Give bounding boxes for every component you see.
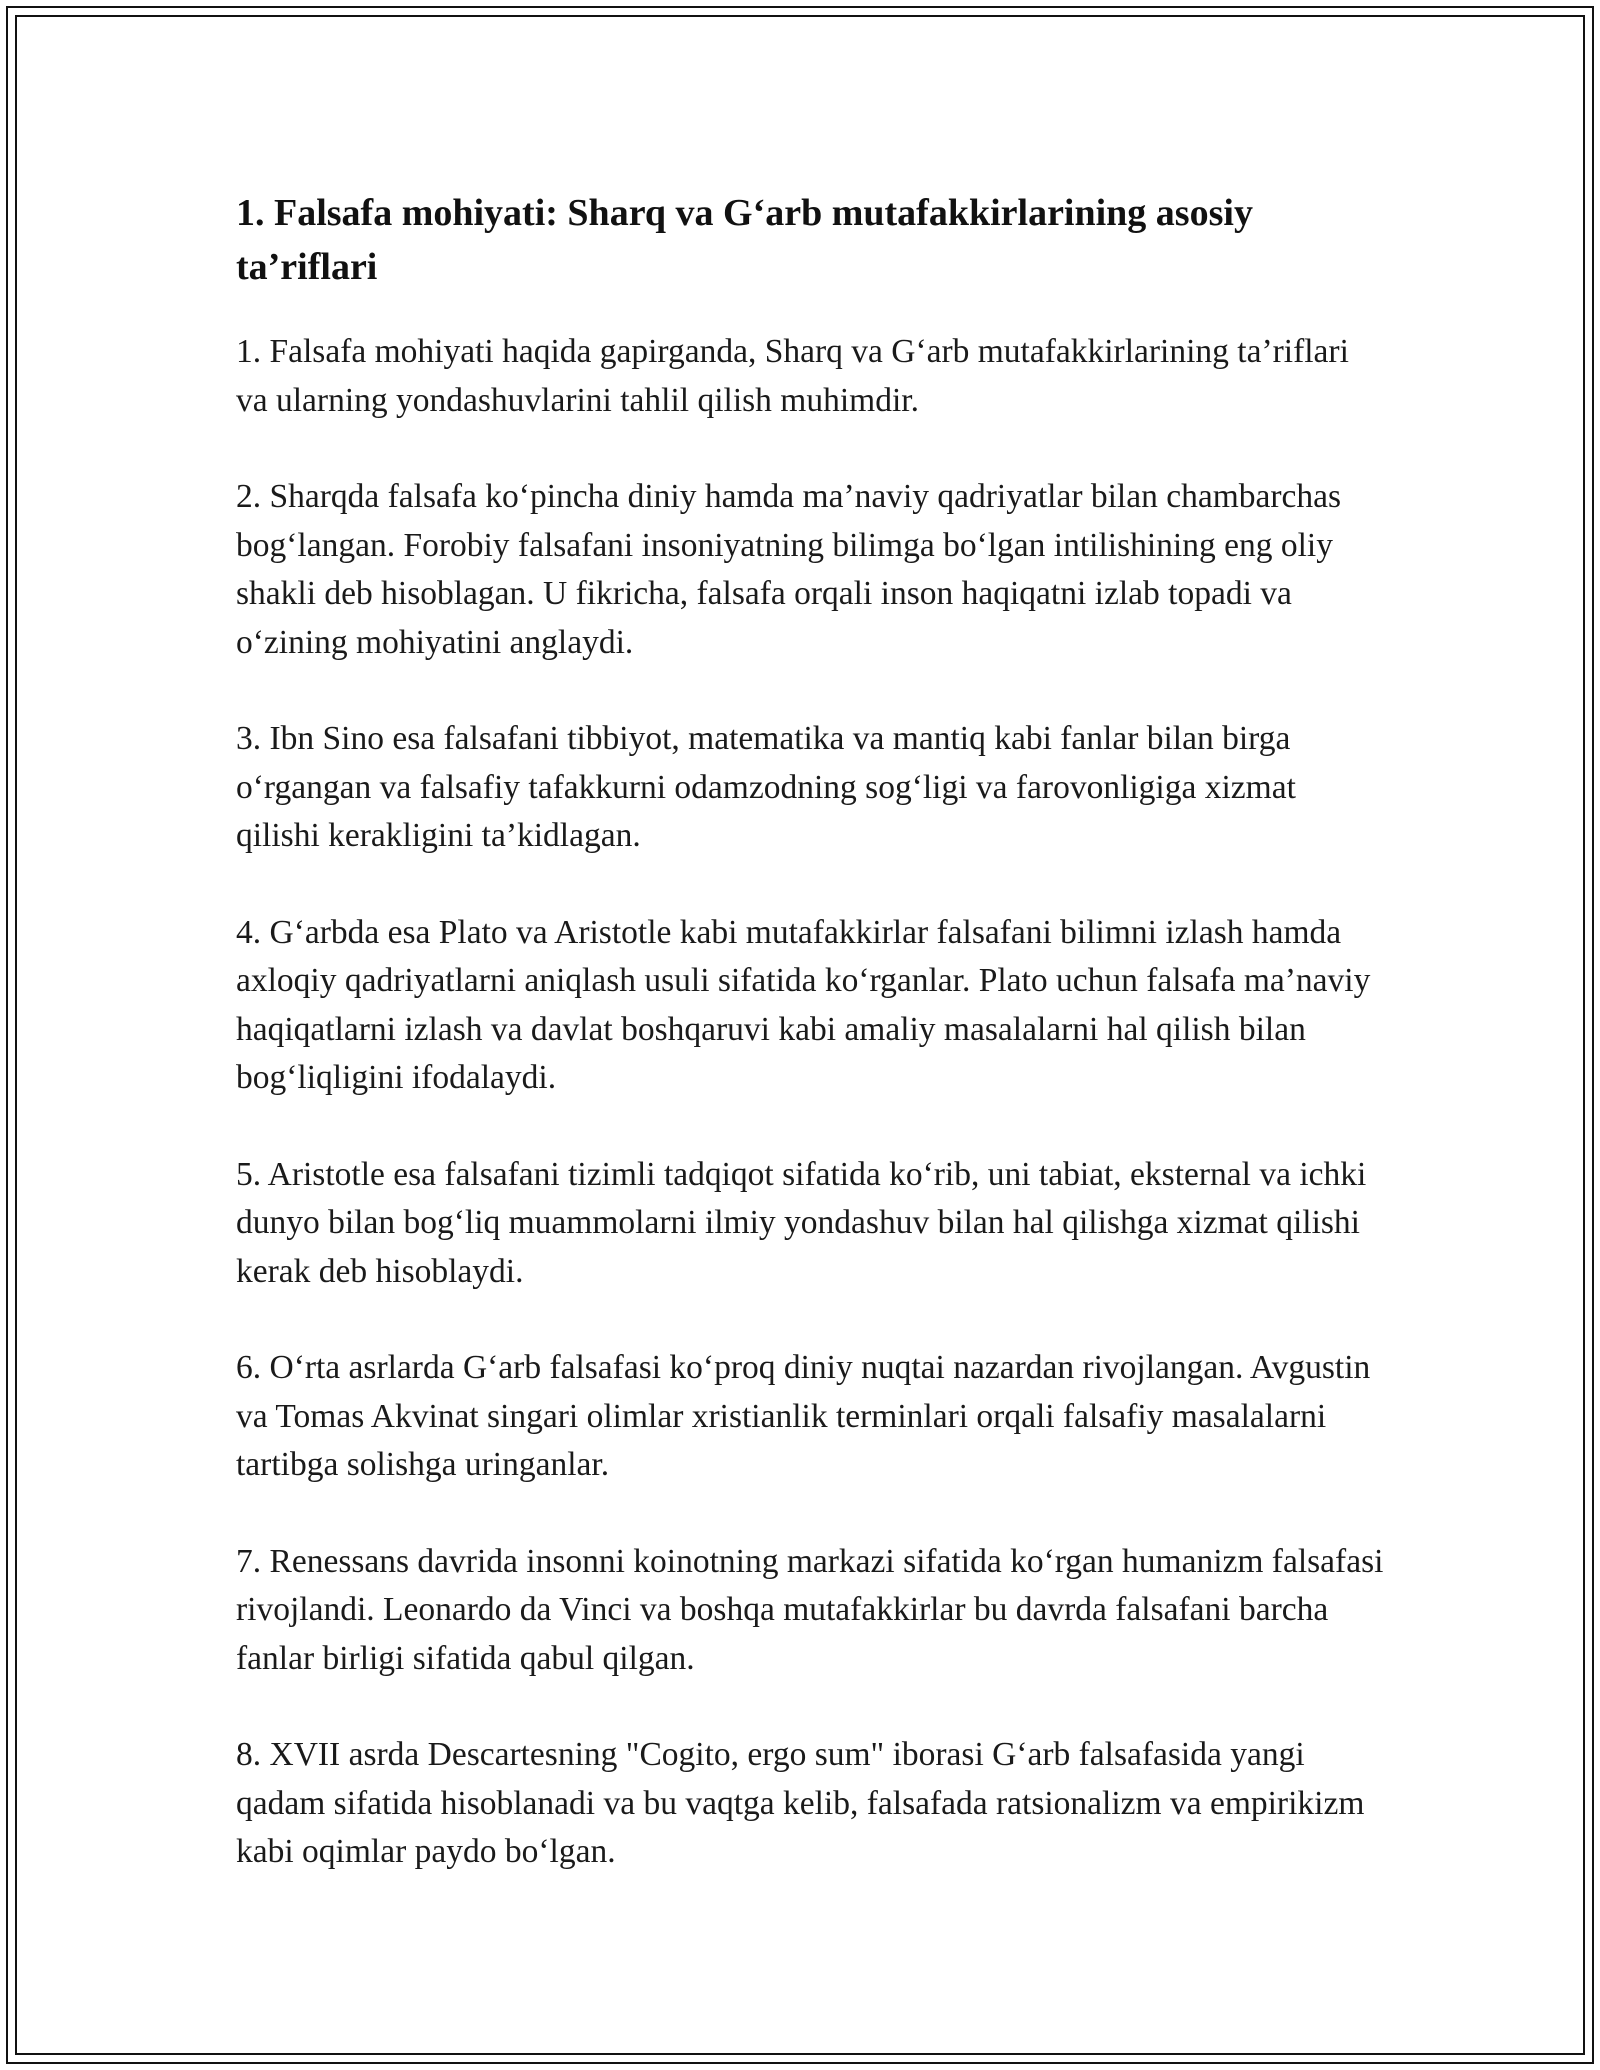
paragraph-4: 4. G‘arbda esa Plato va Aristotle kabi mutafakkirlar falsafani bilimni izlash hamda axloqiy qadriyatlarni aniqlash usuli sifatida ko‘rganlar. Plato uchun falsafa ma’naviy haqiqatlarni izlash va davlat boshqaruvi kabi amaliy masalalarni hal qilish bilan bog‘liqligini ifodalaydi. xyxy=(236,913,1371,1096)
paragraph-6: 6. O‘rta asrlarda G‘arb falsafasi ko‘proq diniy nuqtai nazardan rivojlangan. Avgustin va Tomas Akvinat singari olimlar xristianlik terminlari orqali falsafiy masalalarni tartibga solishga uringanlar. xyxy=(236,1349,1371,1483)
paragraph-8: 8. XVII asrda Descartesning "Cogito, ergo sum" iborasi G‘arb falsafasida yangi qadam sifatida hisoblanadi va bu vaqtga kelib, falsafada ratsionalizm va empirikizm kabi oqimlar paydo bo‘lgan. xyxy=(236,1736,1365,1870)
paragraph-7: 7. Renessans davrida insonni koinotning markazi sifatida ko‘rgan humanizm falsafasi rivojlandi. Leonardo da Vinci va boshqa mutafakkirlar bu davrda falsafani barcha fanlar birligi sifatida qabul qilgan. xyxy=(236,1542,1384,1677)
paragraph-5: 5. Aristotle esa falsafani tizimli tadqiqot sifatida ko‘rib, uni tabiat, eksternal va ichki dunyo bilan bog‘liq muammolarni ilmiy yondashuv bilan hal qilishga xizmat qilishi kerak deb hisoblaydi. xyxy=(236,1155,1367,1290)
document-title: 1. Falsafa mohiyati: Sharq va G‘arb mutafakkirlarining asosiy ta’riflari xyxy=(236,192,1253,288)
paragraph-1: 1. Falsafa mohiyati haqida gapirganda, Sharq va G‘arb mutafakkirlarining ta’riflari va ularning yondashuvlarini tahlil qilish muhimdir. xyxy=(236,333,1349,419)
paragraph-3: 3. Ibn Sino esa falsafani tibbiyot, matematika va mantiq kabi fanlar bilan birga o‘rgangan va falsafiy tafakkurni odamzodning sog‘ligi va farovonligiga xizmat qilishi kerakligini ta’kidlagan. xyxy=(236,720,1296,854)
paragraph-2: 2. Sharqda falsafa ko‘pincha diniy hamda ma’naviy qadriyatlar bilan chambarchas bog‘langan. Forobiy falsafani insoniyatning bilimga bo‘lgan intilishining eng oliy shakli deb hisoblagan. U fikricha, falsafa orqali inson haqiqatni izlab topadi va o‘zining mohiyatini anglaydi. xyxy=(236,478,1342,661)
document-body xyxy=(236,186,1386,1925)
